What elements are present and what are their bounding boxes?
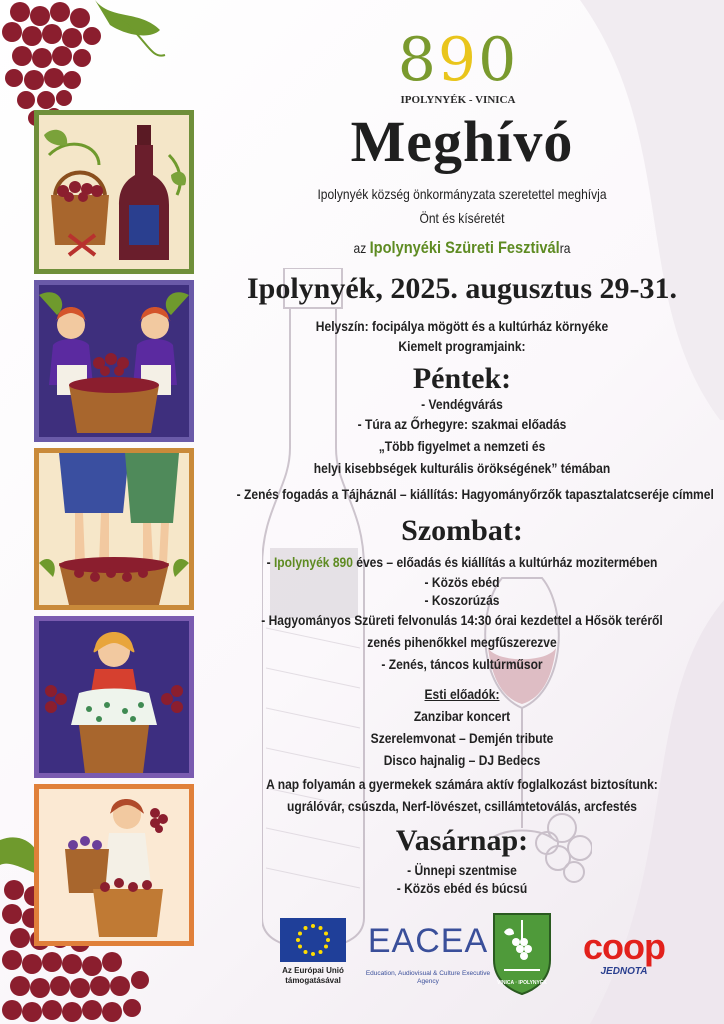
- evening-item: Disco hajnalig – DJ Bedecs: [383, 752, 541, 768]
- coop-subtitle: JEDNOTA: [600, 966, 648, 977]
- friday-heading: Péntek:: [412, 362, 512, 395]
- intro-suffix: ra: [559, 240, 571, 256]
- girl-grapes-illustration: [39, 789, 189, 941]
- saturday-item: zenés pihenőkkel megfűszerezve: [367, 634, 557, 650]
- friday-item: helyi kisebbségek kulturális örökségének” témában: [313, 460, 611, 476]
- friday-item: „Több figyelmet a nemzeti és: [378, 438, 546, 454]
- anniversary-logo: [378, 25, 538, 110]
- friday-item: - Túra az Őrhegyre: szakmai előadás: [357, 416, 567, 432]
- intro-prefix: az: [353, 240, 370, 256]
- panel-grape-stomping: [34, 448, 194, 610]
- evening-heading-text: Esti előadók:: [424, 686, 500, 702]
- panel-girl-barrel: [34, 616, 194, 778]
- village-crest-logo: [490, 910, 554, 996]
- page-title: Meghívó: [350, 109, 574, 174]
- coop-jednota-logo: [574, 926, 674, 986]
- sunday-item: - Ünnepi szentmise: [407, 862, 517, 878]
- panel-girl-grapes: [34, 784, 194, 946]
- logo-digit: 0: [478, 25, 519, 95]
- panel-women-baskets: [34, 280, 194, 442]
- logo-digit: 8: [397, 25, 438, 95]
- evening-item: Szerelemvonat – Demjén tribute: [370, 730, 554, 746]
- saturday-item: - Hagyományos Szüreti felvonulás 14:30 órai kezdettel a Hősök teréről: [261, 612, 663, 628]
- friday-item: - Zenés fogadás a Tájháznál – kiállítás: Hagyományőrzők tapasztalatcseréje címmel: [236, 486, 714, 502]
- anniversary-highlight: Ipolynyék 890: [273, 554, 353, 570]
- saturday-item: - Zenés, táncos kultúrműsor: [381, 656, 543, 672]
- sunday-heading: Vasárnap:: [395, 824, 529, 857]
- saturday-item: - Koszorúzás: [424, 592, 500, 608]
- saturday-item-anniversary: [237, 554, 688, 570]
- eacea-logo-text: EACEA: [367, 922, 489, 960]
- logo-number: [378, 25, 538, 95]
- logo-subtitle: IPOLYNYÉK - VINICA: [400, 94, 516, 106]
- saturday-item-suffix: éves – előadás és kiállítás a kultúrház mozitermében: [352, 554, 658, 570]
- girl-barrel-illustration: [39, 621, 189, 773]
- sunday-item: - Közös ebéd és búcsú: [396, 880, 528, 896]
- women-baskets-illustration: [39, 285, 189, 437]
- saturday-item-prefix: -: [266, 554, 274, 570]
- intro-line: Önt és kíséretét: [419, 210, 505, 226]
- eu-flag-logo: [280, 918, 346, 962]
- event-date: Ipolynyék, 2025. augusztus 29-31.: [246, 272, 678, 305]
- eacea-logo: [364, 918, 492, 990]
- panel-basket-wine: [34, 110, 194, 274]
- programs-heading: Kiemelt programjaink:: [398, 338, 526, 354]
- eu-support-text: Az Európai Unió támogatásával: [282, 966, 344, 985]
- intro-festival-line: [237, 238, 688, 258]
- crest-text: VINICA · IPOLYNYÉK: [497, 980, 547, 986]
- basket-wine-illustration: [39, 115, 189, 269]
- location-line: Helyszín: focipálya mögött és a kultúrház környéke: [315, 318, 609, 334]
- friday-item: - Vendégvárás: [421, 396, 503, 412]
- grape-stomping-illustration: [39, 453, 189, 605]
- eacea-agency-text: Education, Audiovisual & Culture Executive Agency: [365, 970, 491, 985]
- saturday-heading: Szombat:: [401, 514, 523, 547]
- kids-line: ugrálóvár, csúszda, Nerf-lövészet, csillámtetoválás, arcfestés: [286, 798, 637, 814]
- evening-item: Zanzibar koncert: [413, 708, 511, 724]
- evening-heading: [237, 686, 688, 702]
- intro-line: Ipolynyék község önkormányzata szeretettel meghívja: [317, 186, 607, 202]
- saturday-item: - Közös ebéd: [424, 574, 500, 590]
- kids-line: A nap folyamán a gyermekek számára aktív foglalkozást biztosítunk:: [266, 776, 658, 792]
- festival-name: Ipolynyéki Szüreti Fesztivál: [369, 238, 560, 257]
- logo-digit: 9: [437, 25, 479, 95]
- coop-logo-text: coop: [583, 926, 665, 967]
